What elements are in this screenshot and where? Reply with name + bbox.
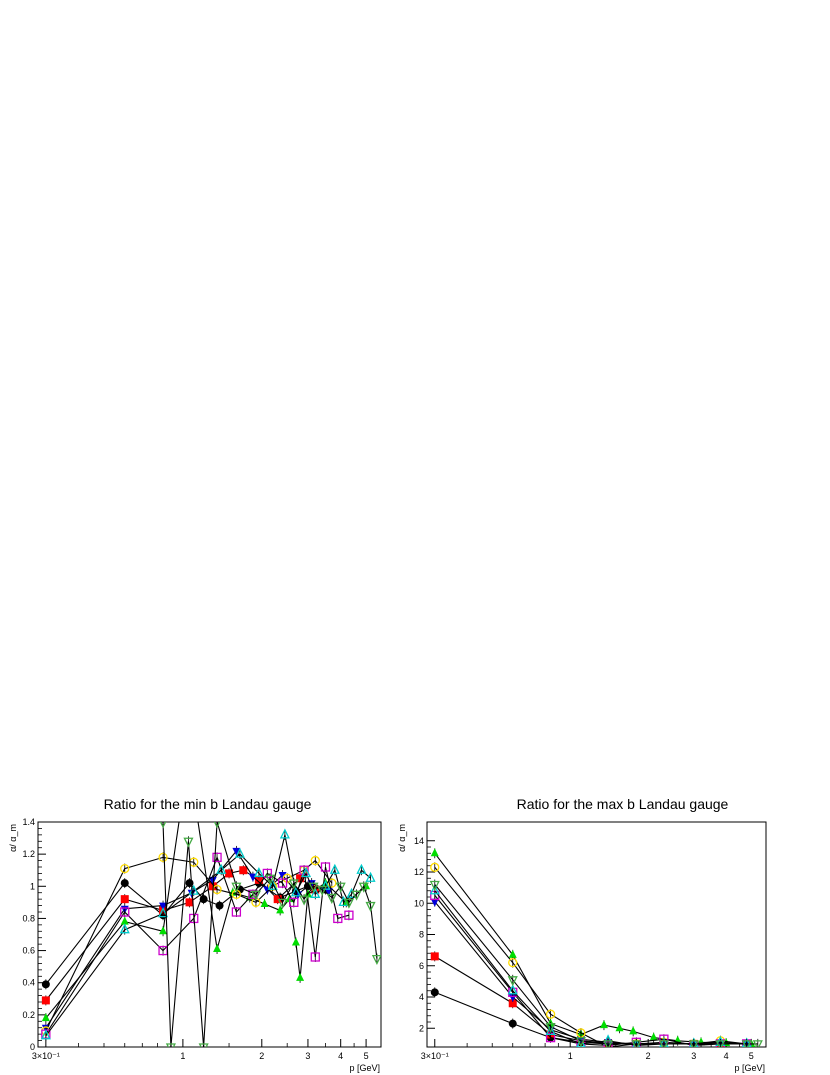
x-tick-label: 3×10⁻¹ — [420, 1051, 449, 1061]
series-line — [435, 992, 747, 1044]
series-line — [435, 867, 747, 1047]
series-line — [435, 885, 758, 1044]
y-axis-label: α/ α_m — [397, 824, 407, 852]
series-line — [163, 822, 377, 1047]
data-point — [292, 938, 300, 946]
data-point — [431, 848, 439, 856]
x-tick-label: 3 — [305, 1051, 311, 1061]
data-point — [509, 1020, 517, 1028]
data-point — [121, 879, 129, 887]
right-chart-svg — [397, 780, 830, 1075]
y-tick-label: 14 — [413, 835, 424, 846]
data-point — [600, 1020, 608, 1028]
series-group — [431, 848, 762, 1052]
x-axis-label: p [GeV] — [349, 1063, 380, 1073]
data-point — [431, 988, 439, 996]
y-tick-label: 12 — [413, 867, 424, 877]
series-group — [42, 753, 381, 1052]
y-tick-label: 0 — [29, 1042, 35, 1052]
data-point — [239, 866, 247, 874]
chart-title: Ratio for the min b Landau gauge — [103, 796, 312, 812]
data-point — [184, 753, 192, 761]
x-tick-label: 4 — [723, 1051, 729, 1061]
y-tick-label: 1.2 — [22, 849, 35, 860]
x-tick-label: 2 — [259, 1051, 265, 1061]
series-line — [435, 902, 747, 1044]
data-point — [42, 980, 50, 988]
x-tick-label: 1 — [180, 1051, 186, 1061]
x-tick-label: 1 — [567, 1051, 573, 1061]
y-tick-label: 1 — [29, 881, 35, 892]
x-tick-label: 4 — [338, 1051, 344, 1061]
left-chart-panel — [0, 780, 415, 1075]
y-tick-label: 2 — [418, 1023, 424, 1034]
x-axis-label: p [GeV] — [734, 1063, 765, 1073]
data-point — [121, 895, 129, 903]
x-tick-label: 5 — [363, 1051, 369, 1061]
y-tick-label: 6 — [418, 960, 424, 971]
y-tick-label: 8 — [418, 929, 424, 940]
left-chart-svg — [0, 780, 415, 1075]
series-line — [435, 853, 752, 1044]
y-tick-label: 1.4 — [22, 817, 35, 827]
data-point — [213, 944, 221, 952]
x-tick-label: 3×10⁻¹ — [31, 1051, 60, 1061]
right-chart-panel — [397, 780, 830, 1075]
x-tick-label: 5 — [748, 1051, 754, 1061]
y-tick-label: 0.4 — [22, 977, 35, 988]
data-point — [431, 952, 439, 960]
plot-frame — [427, 822, 766, 1047]
y-axis-label: α/ α_m — [8, 824, 18, 852]
series-line — [46, 851, 329, 1028]
y-tick-label: 10 — [413, 898, 424, 909]
plot-frame — [38, 822, 381, 1047]
data-point — [216, 902, 224, 910]
x-tick-label: 3 — [691, 1051, 697, 1061]
data-point — [296, 973, 304, 981]
data-point — [42, 996, 50, 1004]
series-line — [435, 895, 747, 1045]
y-tick-label: 4 — [418, 992, 424, 1002]
y-tick-label: 0.8 — [22, 913, 35, 924]
y-tick-label: 0.6 — [22, 945, 35, 956]
chart-title: Ratio for the max b Landau gauge — [516, 796, 729, 812]
data-point — [186, 879, 194, 887]
x-tick-label: 2 — [645, 1051, 651, 1061]
y-tick-label: 0.2 — [22, 1009, 35, 1020]
